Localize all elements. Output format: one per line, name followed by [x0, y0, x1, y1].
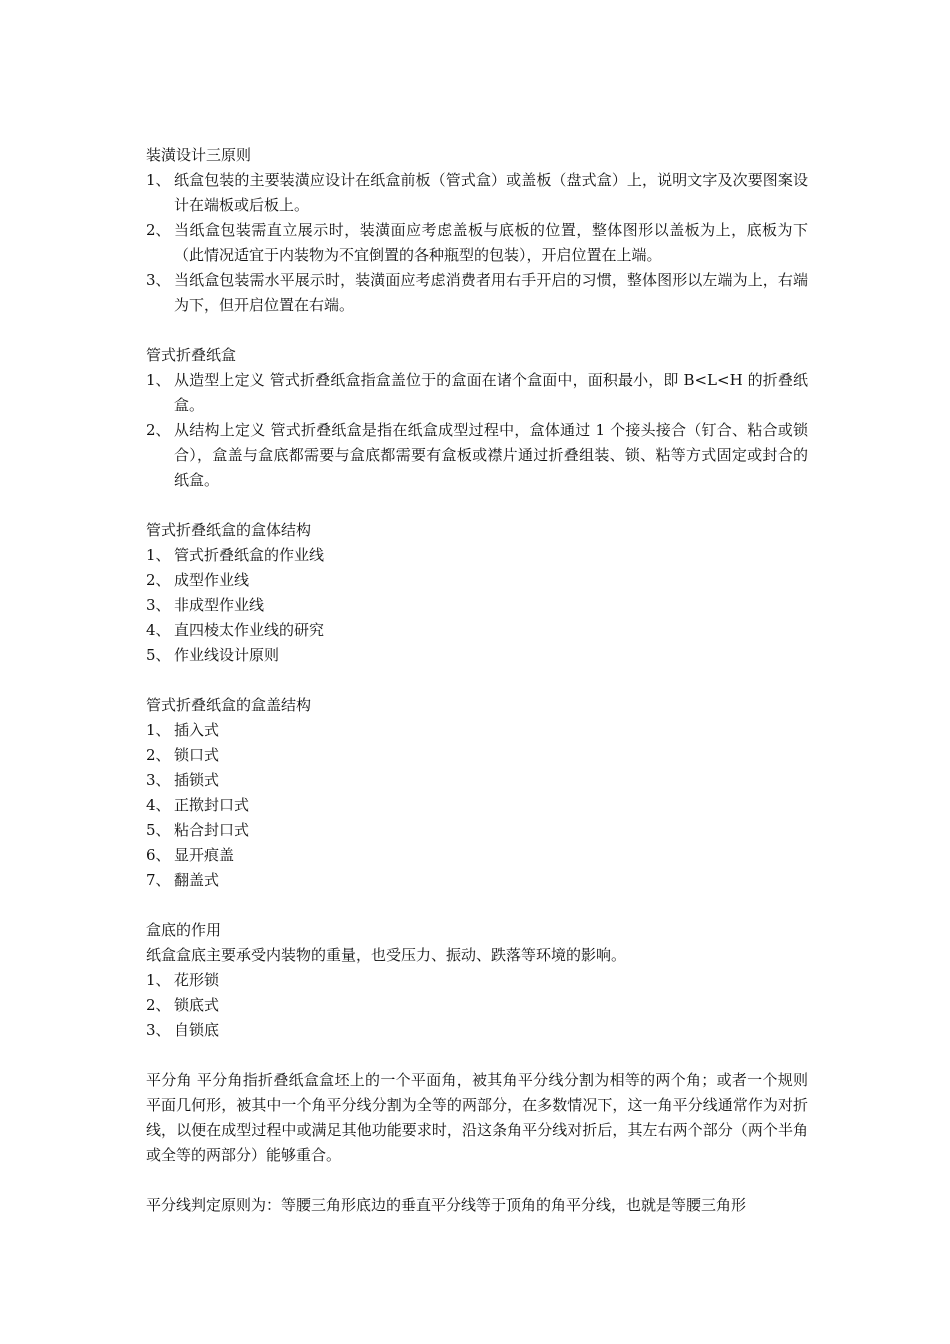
list-item — [146, 843, 808, 868]
list-number: 5、 — [146, 646, 171, 664]
list-text: 当纸盒包装需水平展示时，装潢面应考虑消费者用右手开启的习惯，整体图形以左端为上，右端为下，但开启位置在右端。 — [174, 271, 808, 314]
section-bottom-function — [146, 918, 808, 1043]
list-number: 1、 — [146, 546, 171, 564]
list-text: 自锁底 — [174, 1021, 220, 1039]
list-text: 翻盖式 — [174, 871, 220, 889]
list-text: 正揿封口式 — [174, 796, 250, 814]
list-item — [146, 593, 808, 618]
list-text: 插入式 — [174, 721, 220, 739]
list-number: 3、 — [146, 271, 171, 289]
list-item — [146, 993, 808, 1018]
list-number: 2、 — [146, 221, 171, 239]
list-text: 成型作业线 — [174, 571, 250, 589]
list-text: 从结构上定义 管式折叠纸盒是指在纸盒成型过程中，盒体通过 1 个接头接合（钉合、粘合或锁合），盒盖与盒底都需要与盒底都需要有盒板或襟片通过折叠组装、锁、粘等方式固定或封合的纸盒。 — [174, 421, 808, 489]
section-title: 盒底的作用 — [146, 921, 222, 939]
list-text: 直四棱太作业线的研究 — [174, 621, 325, 639]
list-text: 作业线设计原则 — [174, 646, 280, 664]
list-item — [146, 818, 808, 843]
section-title: 管式折叠纸盒 — [146, 346, 237, 364]
list-item — [146, 418, 808, 493]
list-number: 3、 — [146, 596, 171, 614]
list-item — [146, 768, 808, 793]
list-number: 1、 — [146, 371, 171, 389]
list-number: 2、 — [146, 996, 171, 1014]
list-number: 1、 — [146, 171, 171, 189]
list-number: 2、 — [146, 571, 171, 589]
list-number: 3、 — [146, 771, 171, 789]
list-text: 显开痕盖 — [174, 846, 235, 864]
paragraph-block — [146, 1193, 808, 1218]
list-item — [146, 368, 808, 418]
list-text: 非成型作业线 — [174, 596, 265, 614]
list-text: 从造型上定义 管式折叠纸盒指盒盖位于的盒面在诸个盒面中，面积最小，即 B<L<H 的折叠纸盒。 — [174, 371, 808, 414]
list-item — [146, 643, 808, 668]
list-text: 花形锁 — [174, 971, 220, 989]
section-intro: 纸盒盒底主要承受内装物的重量，也受压力、振动、跌落等环境的影响。 — [146, 946, 627, 964]
section-title: 管式折叠纸盒的盒盖结构 — [146, 696, 312, 714]
paragraph-block — [146, 1068, 808, 1168]
list-number: 3、 — [146, 1021, 171, 1039]
list-number: 1、 — [146, 721, 171, 739]
list-text: 当纸盒包装需直立展示时，装潢面应考虑盖板与底板的位置，整体图形以盖板为上，底板为下（此情况适宜于内装物为不宜倒置的各种瓶型的包装），开启位置在上端。 — [174, 221, 808, 264]
list-item — [146, 168, 808, 218]
section-tube-folding-carton — [146, 343, 808, 493]
paragraph-bisector-rule: 平分线判定原则为：等腰三角形底边的垂直平分线等于顶角的角平分线，也就是等腰三角形 — [146, 1196, 747, 1214]
list-item — [146, 968, 808, 993]
list-number: 5、 — [146, 821, 171, 839]
list-number: 7、 — [146, 871, 171, 889]
list-item — [146, 793, 808, 818]
list-text: 锁底式 — [174, 996, 220, 1014]
list-text: 管式折叠纸盒的作业线 — [174, 546, 325, 564]
list-text: 锁口式 — [174, 746, 220, 764]
list-number: 2、 — [146, 421, 171, 439]
list-item — [146, 1018, 808, 1043]
paragraph-bisected-angle: 平分角 平分角指折叠纸盒盒坯上的一个平面角，被其角平分线分割为相等的两个角；或者一个规则平面几何形，被其中一个角平分线分割为全等的两部分，在多数情况下，这一角平分线通常作为对折线，以便在成型过程中或满足其他功能要求时，沿这条角平分线对折后，其左右两个部分（两个半角或全等的两部分）能够重合。 — [146, 1071, 808, 1164]
list-item — [146, 618, 808, 643]
section-decoration-principles — [146, 143, 808, 318]
list-item — [146, 543, 808, 568]
list-item — [146, 868, 808, 893]
section-lid-structure — [146, 693, 808, 893]
list-number: 1、 — [146, 971, 171, 989]
section-title: 管式折叠纸盒的盒体结构 — [146, 521, 312, 539]
document-body — [146, 143, 808, 1243]
section-title: 装潢设计三原则 — [146, 146, 252, 164]
section-body-structure — [146, 518, 808, 668]
list-text: 纸盒包装的主要装潢应设计在纸盒前板（管式盒）或盖板（盘式盒）上，说明文字及次要图案设计在端板或后板上。 — [174, 171, 808, 214]
list-number: 4、 — [146, 621, 171, 639]
list-item — [146, 268, 808, 318]
list-number: 6、 — [146, 846, 171, 864]
list-item — [146, 218, 808, 268]
list-item — [146, 743, 808, 768]
list-item — [146, 718, 808, 743]
list-item — [146, 568, 808, 593]
list-text: 插锁式 — [174, 771, 220, 789]
list-number: 4、 — [146, 796, 171, 814]
list-number: 2、 — [146, 746, 171, 764]
list-text: 粘合封口式 — [174, 821, 250, 839]
